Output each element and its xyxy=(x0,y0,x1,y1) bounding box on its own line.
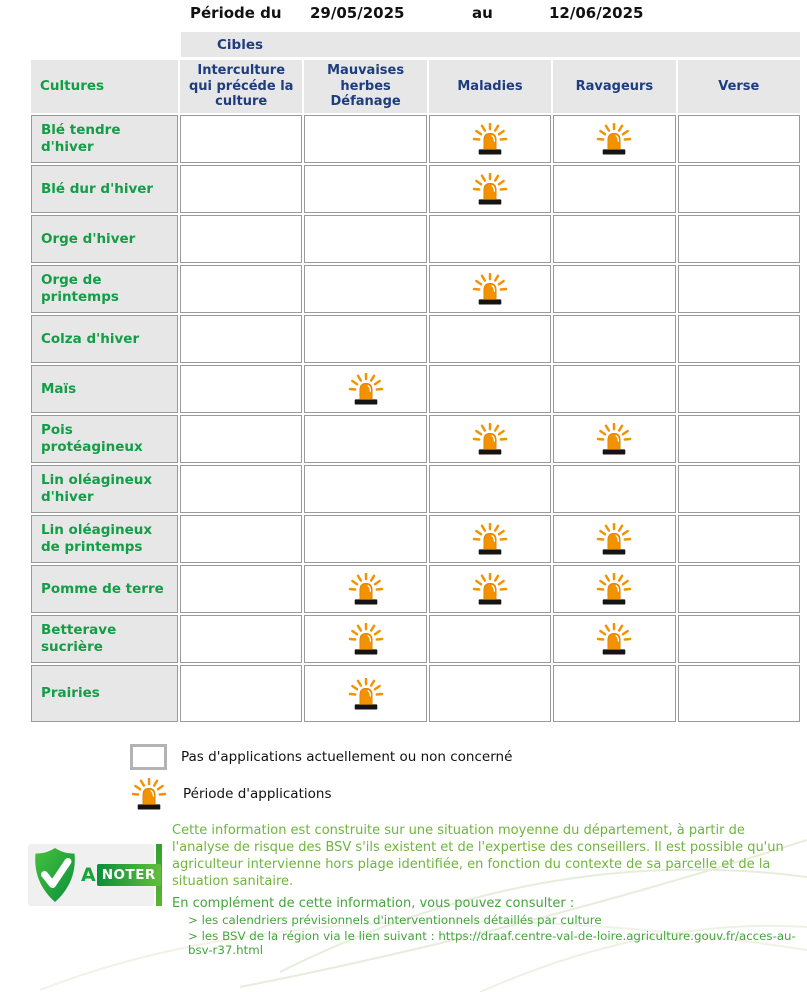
column-header-cultures: Cultures xyxy=(31,60,178,113)
table-cell-verse xyxy=(678,115,800,163)
table-cell-mauvaises-herbes xyxy=(304,215,426,263)
table-cell-interculture xyxy=(180,115,302,163)
siren-icon xyxy=(347,623,385,655)
table-cell-verse xyxy=(678,515,800,563)
table-header-row xyxy=(31,60,800,113)
table-cell-maladies xyxy=(429,265,551,313)
siren-icon xyxy=(595,123,633,155)
table-cell-ravageurs xyxy=(553,465,675,513)
culture-label: Pomme de terre xyxy=(31,565,178,613)
table-cell-verse xyxy=(678,365,800,413)
table-cell-mauvaises-herbes xyxy=(304,615,426,663)
a-noter-panel xyxy=(28,844,154,906)
legend-siren-slot xyxy=(129,776,169,812)
culture-label: Lin oléagineux d'hiver xyxy=(31,465,178,513)
table-cell-ravageurs xyxy=(553,415,675,463)
siren-icon xyxy=(471,573,509,605)
legend xyxy=(130,744,807,812)
table-cell-maladies xyxy=(429,365,551,413)
a-noter-badge xyxy=(28,844,162,906)
siren-icon xyxy=(595,523,633,555)
legend-empty-label: Pas d'applications actuellement ou non concerné xyxy=(181,749,512,765)
cibles-label: Cibles xyxy=(181,37,263,53)
table-cell-ravageurs xyxy=(553,165,675,213)
table-cell-mauvaises-herbes xyxy=(304,665,426,722)
table-cell-mauvaises-herbes xyxy=(304,465,426,513)
table-cell-mauvaises-herbes xyxy=(304,315,426,363)
siren-icon xyxy=(471,523,509,555)
note-text-block xyxy=(172,822,800,957)
table-cell-maladies xyxy=(429,415,551,463)
legend-period-label: Période d'applications xyxy=(183,786,331,802)
table-cell-mauvaises-herbes xyxy=(304,265,426,313)
period-date-to: 12/06/2025 xyxy=(549,4,643,22)
table-cell-ravageurs xyxy=(553,115,675,163)
table-cell-mauvaises-herbes xyxy=(304,415,426,463)
table-cell-ravageurs xyxy=(553,315,675,363)
table-body xyxy=(31,115,800,722)
culture-label: Pois protéagineux xyxy=(31,415,178,463)
table-cell-interculture xyxy=(180,365,302,413)
note-paragraph: Cette information est construite sur une situation moyenne du département, à partir de l'analyse de risque des BSV s'ils existent et de l'expertise des conseillers. Il est possible qu'un agriculteur intervienne hors plage identifiée, en fonction du contexte de sa parcelle et de la situation sanitaire. xyxy=(172,822,800,891)
table-cell-interculture xyxy=(180,615,302,663)
empty-cell-swatch xyxy=(130,744,167,770)
table-cell-verse xyxy=(678,215,800,263)
culture-label: Prairies xyxy=(31,665,178,722)
table-cell-verse xyxy=(678,565,800,613)
table-cell-interculture xyxy=(180,415,302,463)
table-cell-verse xyxy=(678,615,800,663)
column-header-maladies: Maladies xyxy=(429,60,551,113)
table-cell-ravageurs xyxy=(553,615,675,663)
table-cell-verse xyxy=(678,265,800,313)
table-cell-mauvaises-herbes xyxy=(304,165,426,213)
note-consult-link[interactable]: > les BSV de la région via le lien suivant : https://draaf.centre-val-de-loire.agriculture.gouv.fr/acces-au-bsv-r37.html xyxy=(188,929,800,957)
legend-row-period xyxy=(130,776,807,812)
culture-label: Orge de printemps xyxy=(31,265,178,313)
table-cell-verse xyxy=(678,165,800,213)
siren-icon xyxy=(471,123,509,155)
table-cell-mauvaises-herbes xyxy=(304,515,426,563)
table-cell-maladies xyxy=(429,165,551,213)
table-cell-maladies xyxy=(429,215,551,263)
siren-icon xyxy=(471,423,509,455)
note-consult-intro: En complément de cette information, vous pouvez consulter : xyxy=(172,896,800,911)
siren-icon xyxy=(347,573,385,605)
table-cell-mauvaises-herbes xyxy=(304,115,426,163)
table-cell-verse xyxy=(678,465,800,513)
table-cell-ravageurs xyxy=(553,515,675,563)
note-section xyxy=(0,822,807,992)
table-cell-verse xyxy=(678,665,800,722)
culture-label: Maïs xyxy=(31,365,178,413)
siren-icon xyxy=(595,423,633,455)
table-cell-maladies xyxy=(429,515,551,563)
shield-check-icon xyxy=(30,846,80,904)
table-cell-interculture xyxy=(180,565,302,613)
culture-label: Colza d'hiver xyxy=(31,315,178,363)
table-cell-mauvaises-herbes xyxy=(304,565,426,613)
culture-label: Blé tendre d'hiver xyxy=(31,115,178,163)
table-cell-maladies xyxy=(429,665,551,722)
siren-icon xyxy=(347,678,385,710)
table-cell-ravageurs xyxy=(553,565,675,613)
table-cell-ravageurs xyxy=(553,665,675,722)
table-cell-maladies xyxy=(429,465,551,513)
table-cell-ravageurs xyxy=(553,365,675,413)
legend-row-empty xyxy=(130,744,807,770)
siren-icon xyxy=(471,173,509,205)
table-cell-ravageurs xyxy=(553,215,675,263)
table-cell-maladies xyxy=(429,615,551,663)
culture-label: Lin oléagineux de printemps xyxy=(31,515,178,563)
table-cell-interculture xyxy=(180,465,302,513)
table-cell-maladies xyxy=(429,315,551,363)
table-cell-mauvaises-herbes xyxy=(304,365,426,413)
badge-a-letter: A xyxy=(81,864,96,886)
crop-treatment-table xyxy=(31,60,800,722)
siren-icon xyxy=(471,273,509,305)
table-cell-interculture xyxy=(180,165,302,213)
column-header-verse: Verse xyxy=(678,60,800,113)
note-consult-item: > les calendriers prévisionnels d'interventionnels détaillés par culture xyxy=(188,913,800,927)
table-cell-interculture xyxy=(180,215,302,263)
table-cell-verse xyxy=(678,315,800,363)
cibles-bar xyxy=(181,32,800,57)
column-header-mauvaises-herbes: Mauvaises herbes Défanage xyxy=(304,60,426,113)
period-date-from: 29/05/2025 xyxy=(310,4,404,22)
table-cell-interculture xyxy=(180,265,302,313)
table-cell-maladies xyxy=(429,565,551,613)
column-header-ravageurs: Ravageurs xyxy=(553,60,675,113)
table-cell-verse xyxy=(678,415,800,463)
siren-icon xyxy=(595,573,633,605)
table-cell-ravageurs xyxy=(553,265,675,313)
badge-noter-label: NOTER xyxy=(97,864,161,886)
culture-label: Betterave sucrière xyxy=(31,615,178,663)
period-label: Période du xyxy=(190,4,282,22)
period-au-label: au xyxy=(472,4,493,22)
table-cell-interculture xyxy=(180,515,302,563)
siren-icon xyxy=(595,623,633,655)
table-cell-maladies xyxy=(429,115,551,163)
culture-label: Orge d'hiver xyxy=(31,215,178,263)
column-header-interculture: Interculture qui précéde la culture xyxy=(180,60,302,113)
culture-label: Blé dur d'hiver xyxy=(31,165,178,213)
legend-siren-icon xyxy=(130,778,168,810)
table-cell-interculture xyxy=(180,315,302,363)
period-header xyxy=(0,2,807,28)
table-cell-interculture xyxy=(180,665,302,722)
siren-icon xyxy=(347,373,385,405)
